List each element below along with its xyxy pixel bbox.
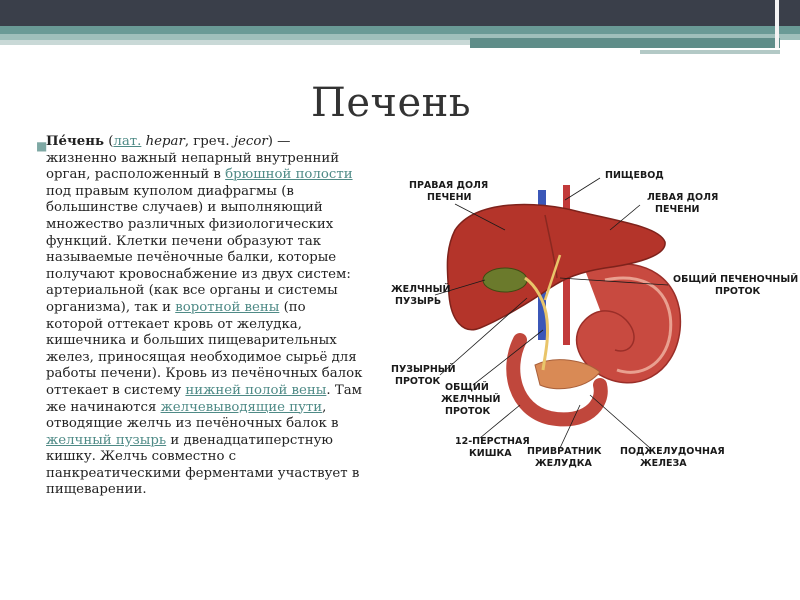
label-pylorus-line1: ПРИВРАТНИК [527,446,602,457]
label-gallbladder-line1: ЖЕЛЧНЫЙ [391,284,451,295]
label-common-bile-line2: ЖЕЛЧНЫЙ [441,394,501,405]
term-liver: Пе́чень [46,134,104,149]
header-bar-accent [470,38,780,48]
bullet-icon: ■ [36,139,48,153]
label-pancreas-line1: ПОДЖЕЛУДОЧНАЯ [620,446,725,457]
gallbladder-shape [483,268,527,292]
label-common-hepatic-line2: ПРОТОК [715,286,761,297]
label-right-lobe-line1: ПРАВАЯ ДОЛЯ [409,180,489,191]
label-left-lobe-line2: ПЕЧЕНИ [655,204,700,215]
liver-anatomy-illustration [385,160,800,485]
label-duodenum-line1: 12-ПЕРСТНАЯ [455,436,530,447]
text-segment: под правым куполом диафрагмы (в большинстве случаев) и выполняющий множество различных физиологических функций. Клетки печени образуют так называемые печёночные балки, которые получают кровоснабжение из двух систем: артериальной (как все органы и системы организма), так и [46,183,351,315]
label-right-lobe-line2: ПЕЧЕНИ [427,192,472,203]
text-segment: . Там же начинаются [46,382,362,415]
link-latin[interactable]: лат. [113,134,142,149]
label-cystic-duct-line2: ПРОТОК [395,376,441,387]
link-abdominal-cavity[interactable]: брюшной полости [225,167,353,183]
link-portal-vein[interactable]: воротной вены [175,299,280,315]
liver-anatomy-figure [385,160,800,485]
label-pancreas-line2: ЖЕЛЕЗА [640,458,687,469]
header-bar-accent-thin [640,50,780,54]
text-segment: (по которой оттекает кровь от желудка, кишечника и больших пищеварительных желез, приносящая необходимое сырьё для работы печени). Кровь из печёночных балок оттекает в систему [46,299,363,398]
header-bar-divider [775,0,779,48]
body-paragraph [46,134,364,499]
text-hepar: hepar [141,134,185,149]
link-inferior-vena-cava[interactable]: нижней полой вены [185,382,327,398]
label-common-hepatic-line1: ОБЩИЙ ПЕЧЕНОЧНЫЙ [673,274,799,285]
label-duodenum-line2: КИШКА [469,448,512,459]
link-bile-ducts[interactable]: желчевыводящие пути [160,399,323,415]
text-jecor: jecor [233,134,268,149]
text-segment: и двенадцатиперстную кишку. Желчь совместно с панкреатическими ферментами участвует в пищеварении. [46,432,360,498]
header-bar-teal [0,26,800,34]
text-segment: ( [103,134,114,149]
text-segment: , греч. [184,134,234,149]
header-bar-light [0,40,470,45]
header-bar-dark [0,0,800,26]
slide-title: Печень [310,80,472,126]
label-esophagus: ПИЩЕВОД [605,170,664,181]
label-common-bile-line1: ОБЩИЙ [445,382,489,393]
label-gallbladder-line2: ПУЗЫРЬ [395,296,442,307]
label-pylorus-line2: ЖЕЛУДКА [535,458,592,469]
label-common-bile-line3: ПРОТОК [445,406,491,417]
text-segment: , отводящие желчь из печёночных балок в [46,399,339,432]
label-cystic-duct-line1: ПУЗЫРНЫЙ [391,364,456,375]
text-segment: ) — жизненно важный непарный внутренний орган, расположенный в [46,134,340,183]
link-gallbladder[interactable]: желчный пузырь [46,432,167,448]
label-left-lobe-line1: ЛЕВАЯ ДОЛЯ [647,192,719,203]
stomach-shape [577,264,681,383]
